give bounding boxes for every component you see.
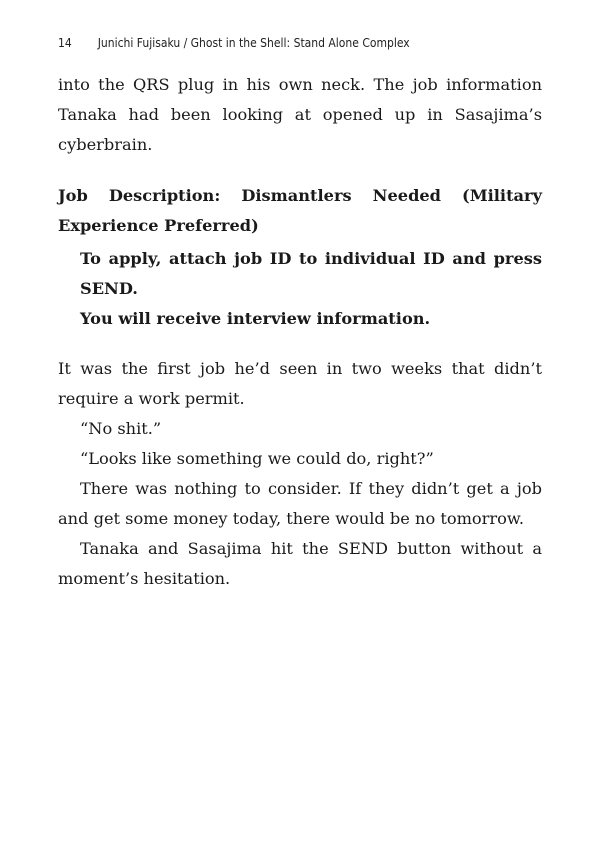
job-heading: Job Description: Dismantlers Needed (Military Experience Preferred) <box>58 186 542 235</box>
dialogue: “Looks like something we could do, right?” <box>80 449 434 468</box>
running-header <box>58 36 410 50</box>
job-instruction: To apply, attach job ID to individual ID and press SEND. <box>80 249 542 298</box>
paragraph: It was the first job he’d seen in two weeks that didn’t require a work permit. <box>58 359 542 408</box>
paragraph: into the QRS plug in his own neck. The job information Tanaka had been looking at opened up in Sasajima’s cyberbrain. <box>58 75 542 154</box>
running-title: Junichi Fujisaku / Ghost in the Shell: Stand Alone Complex <box>97 36 410 50</box>
page-body <box>58 70 542 594</box>
dialogue: “No shit.” <box>80 419 162 438</box>
page-number: 14 <box>58 36 72 50</box>
paragraph: Tanaka and Sasajima hit the SEND button without a moment’s hesitation. <box>58 539 542 588</box>
job-instruction: You will receive interview information. <box>80 309 431 328</box>
paragraph: There was nothing to consider. If they didn’t get a job and get some money today, there would be no tomorrow. <box>58 479 542 528</box>
